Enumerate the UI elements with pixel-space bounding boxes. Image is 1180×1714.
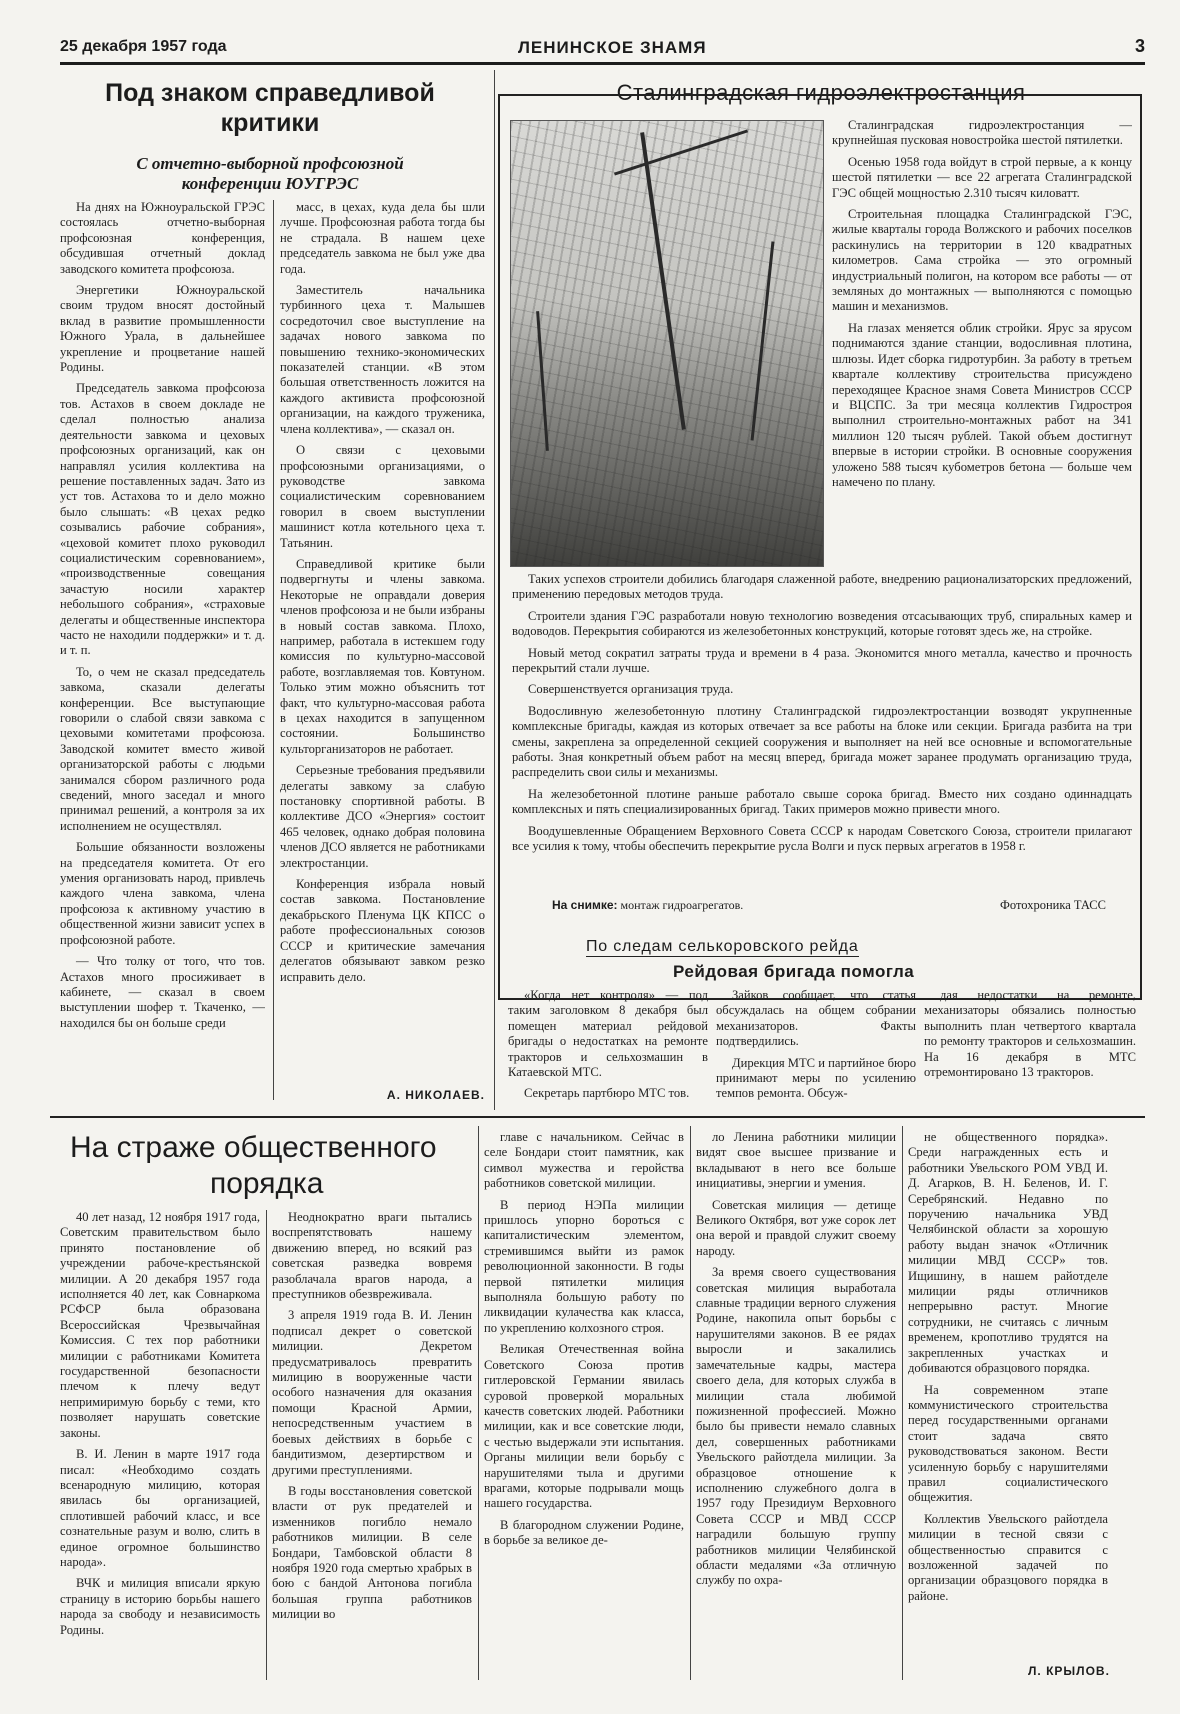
paragraph: Строители здания ГЭС разработали новую технологию возведения отсасывающих труб, спиральных камер и водоводов. Перекрытия собираются из железобетонных конструкций, которые готовят здесь же, на стройке. — [512, 608, 1132, 639]
paragraph: Серьезные требования предъявили делегаты завкому за слабую постановку спортивной работы. В коллективе ДСО «Энергия» состоит 465 человек, однако добрая половина членов ДСО является не работниками электростанции. — [280, 763, 485, 870]
paragraph: дая недостатки на ремонте, механизаторы обязались полностью выполнить план четвертого квартала по ремонту тракторов и сельхозмашин. На 16 декабря в МТС отремонтировано 13 тракторов. — [924, 988, 1136, 1080]
paragraph: 3 апреля 1919 года В. И. Ленин подписал декрет о советской милиции. Декретом предусматривалось превратить милицию в вооруженные части особого назначения для оказания помощи Красной Армии, непосредственным участием в боевых действиях в борьбе с бандитизмом, дезертирством и другими преступлениями. — [272, 1308, 472, 1477]
paragraph: — Что толку от того, что тов. Астахов много просиживает в кабинете, — сказал в своем выступлении шофер т. Ткаченко, — находился бы он больше среди — [60, 954, 265, 1030]
gres-right-text — [832, 118, 1132, 568]
critique-col2 — [280, 200, 485, 1080]
paragraph: В период НЭПа милиции пришлось упорно бороться с капиталистическим элементом, стремившимся выйти из рамок революционной законности. В годы первой пятилетки милиция выполняла большую работу по ликвидации кулачества как класса, по укреплению колхозного строя. — [484, 1197, 684, 1335]
paragraph: Совершенствуется организация труда. — [528, 682, 734, 697]
militia-col3 — [484, 1130, 684, 1685]
construction-photo — [510, 120, 824, 567]
militia-title-line1: На страже общественного — [70, 1131, 437, 1164]
paragraph: «Когда нет контроля» — под таким заголовком 8 декабря был помещен материал рейдовой бригады о недостатках на ремонте тракторов и сельхозмашин в Катаевской МТС. — [508, 988, 708, 1080]
paragraph: Сталинградская гидроэлектростанция — крупнейшая пусковая новостройка шестой пятилетки. — [832, 118, 1132, 148]
masthead — [60, 36, 1145, 65]
paragraph: Строительная площадка Сталинградской ГЭС, жилые кварталы города Волжского и рабочих поселков раскинулись на территории в 120 квадратных километров. Сама стройка — это огромный индустриальный полигон, на котором все работы — от земляных до монтажных — выполняются с помощью машин и механизмов. — [832, 207, 1132, 314]
crane-silhouette — [751, 241, 775, 440]
column-divider — [478, 1126, 479, 1680]
critique-subtitle-line2: конференции ЮУГРЭС — [181, 174, 359, 193]
paragraph: Председатель завкома профсоюза тов. Астахов в своем докладе не сделал полностью анализа деятельности завкома и цеховых профсоюзных организаций, как он направлял усилия коллектива на решение поставленных задач. Зато из уст тов. Астахова то и дело можно было слышать: «В цехах редко созывались рабочие собрания», «цеховой комитет плохо руководил социалистическим соревнованием», «производственные совещания зачастую носили характер небольшого собрания», «страховые делегаты и общественные инспектора часто не находили поддержки» и т. д. и т. п. — [60, 381, 265, 658]
paragraph: Осенью 1958 года войдут в строй первые, а к концу шестой пятилетки — все 22 агрегата Сталинградской ГЭС общей мощностью 2.310 тысяч киловатт. — [832, 154, 1132, 200]
militia-col2 — [272, 1210, 472, 1685]
paragraph: На железобетонной плотине раньше работало свыше сорока бригад. Вместо них создано одиннадцать комплексных и пять специализированных бригад. Таких примеров можно привести много. — [512, 786, 1132, 817]
paragraph: В годы восстановления советской власти от рук предателей и изменников погибло немало работников милиции. В селе Бондари, Тамбовской области 8 ноября 1920 года смертью храбрых в бою с бандой Антонова погибла большая группа работников милиции во — [272, 1483, 472, 1622]
paragraph: Неоднократно враги пытались воспрепятствовать нашему движению вперед, но всякий раз советская разведка вовремя разоблачала врагов народа, а преступников обезвреживала. — [272, 1210, 472, 1302]
paragraph: Коллектив Увельского райотдела милиции в тесной связи с общественностью справится с возложенной задачей по организации образцового порядка в районе. — [908, 1511, 1108, 1603]
paragraph: На глазах меняется облик стройки. Ярус за ярусом поднимаются здание станции, водосливная плотина, шлюзы. Идет сборка гидротурбин. За работу в третьем квартале коллективу строительства присуждено переходящее Красное знамя Совета Министров СССР и ВЦСПС. За три месяца коллектив Гидростроя выполнил строительно-монтажных работ на 341 миллион 120 тысяч рублей. Такой объем достигнут впервые в истории стройки. В основные сооружения уложено 588 тысяч кубометров бетона — больше чем намечено по плану. — [832, 320, 1132, 489]
critique-title-line1: Под знаком справедливой — [105, 79, 435, 107]
paragraph: Дирекция МТС и партийное бюро принимают меры по усилению темпов ремонта. Обсуж- — [716, 1055, 916, 1101]
issue-date: 25 декабря 1957 года — [60, 38, 227, 55]
photo-caption — [552, 898, 743, 913]
paragraph: Заместитель начальника турбинного цеха т. Малышев сосредоточил свое выступление на задачах нового завкома по повышению технико-экономических показателей станции. «В этом большая ответственность ложится на каждого активиста профсоюзной организации, на каждого труженика, члена коллектива», — сказал он. — [280, 283, 485, 436]
paragraph: Энергетики Южноуральской своим трудом вносят достойный вклад в развитие промышленности Южного Урала, в дальнейшее укрепление и процветание нашей Родины. — [60, 283, 265, 375]
critique-col1 — [60, 200, 265, 1110]
paragraph: ВЧК и милиция вписали яркую страницу в историю борьбы нашего народа за свободу и независимость Родины. — [60, 1576, 260, 1637]
paragraph: На днях на Южноуральской ГРЭС состоялась отчетно-выборная профсоюзная конференция, обсудившая отчетный доклад заводского комитета профсоюза. — [60, 200, 265, 276]
crane-silhouette — [640, 132, 686, 430]
caption-text: монтаж гидроагрегатов. — [620, 898, 744, 912]
page-number: 3 — [1134, 36, 1145, 56]
raid-kicker: По следам селькоровского рейда — [586, 938, 859, 955]
critique-subtitle — [50, 154, 490, 194]
paragraph: В благородном служении Родине, в борьбе за великое де- — [484, 1517, 684, 1548]
critique-article — [50, 70, 490, 1110]
paragraph: не общественного порядка». Среди награжденных есть и работники Увельского РОМ УВД И. Д. Агарков, В. Н. Беленов, И. Г. Серебрянский. Недавно по поручению начальника УВД Челябинской области за хорошую работу выдан значок «Отличник милиции МВД СССР» тов. Ищишину, в нашем райотделе милиции ряды отличников непрерывно растут. Многие сотрудники, не считаясь с личным временем, кропотливо трудятся на закрепленных участках и добиваются образцового порядка. — [908, 1130, 1108, 1376]
column-divider — [690, 1126, 691, 1680]
paragraph: Воодушевленные Обращением Верховного Совета СССР к народам Советского Союза, строители прилагают все усилия к тому, чтобы обеспечить перекрытие русла Волги и пуск первых агрегатов в 1958 г. — [512, 823, 1132, 854]
section-rule — [50, 1116, 1145, 1118]
paragraph: Справедливой критике были подвергнуты и члены завкома. Некоторые не оправдали доверия членов профсоюза и не были избраны в новый состав завкома. Плохо, например, работала в истекшем году комиссия по культурно-массовой работе, возглавляемая тов. Ковтуном. Только этим можно объяснить тот факт, что культурно-массовая работа в цехах находится в запущенном состоянии. Большинство культорганизаторов не работает. — [280, 556, 485, 756]
caption-label: На снимке: — [552, 898, 618, 912]
critique-title — [50, 78, 490, 138]
paragraph: На современном этапе коммунистического строительства перед государственными органами стоит задача свято руководствоваться законом. Вести усиленную борьбу с нарушителями правил социалистического общежития. — [908, 1382, 1108, 1505]
raid-title: Рейдовая бригада помогла — [673, 962, 915, 981]
paragraph: В. И. Ленин в марте 1917 года писал: «Необходимо создать всенародную милицию, которая явилась бы организацией, сплотившей рабочий класс, и все сознательные разум и волю, слить в единое огромное большинство народа». — [60, 1447, 260, 1569]
paragraph: главе с начальником. Сейчас в селе Бондари стоит памятник, как символ мужества и геройства работников советской милиции. — [484, 1130, 684, 1191]
paragraph: Таких успехов строители добились благодаря слаженной работе, внедрению рационализаторских предложений, применению передовых методов труда. — [512, 572, 1132, 602]
paragraph: Советская милиция — детище Великого Октября, вот уже сорок лет она верой и правдой служит своему народу. — [696, 1197, 896, 1258]
paragraph: Новый метод сократил затраты труда и времени в 4 раза. Экономится много металла, качество и прочность перекрытий стали лучше. — [512, 645, 1132, 676]
militia-col1 — [60, 1210, 260, 1685]
paragraph: ло Ленина работники милиции видят свое высшее призвание и вкладывают в него все больше инициативы, энергии и умения. — [696, 1130, 896, 1191]
newspaper-name: ЛЕНИНСКОЕ ЗНАМЯ — [518, 38, 707, 57]
gres-title: Сталинградская гидроэлектростанция — [616, 80, 1026, 105]
paragraph: масс, в цехах, куда дела бы шли лучше. Профсоюзная работа тогда бы не страдала. В нашем цехе председатель завкома не был уже два года. — [280, 200, 485, 276]
paragraph: Секретарь партбюро МТС тов. — [524, 1086, 690, 1101]
paragraph: Водосливную железобетонную плотину Сталинградской гидроэлектростанции возводят укрупненные комплексные бригады, каждая из которых отвечает за все работы на блоке или секции. Бригада разбита на три смены, закреплена за определенной секцией сооружения и выполняет на ней все основные и вспомогательные работы. Зная конкретный объем работ на месяц вперед, бригада может заранее продумать организацию труда, распределить свои силы и механизмы. — [512, 703, 1132, 780]
crane-silhouette — [614, 129, 748, 175]
militia-article — [50, 1120, 1145, 1700]
raid-article — [498, 934, 1144, 1112]
militia-title-line2: порядка — [210, 1167, 324, 1200]
militia-col4 — [696, 1130, 896, 1685]
paragraph: О связи с цеховыми профсоюзными организациями, о руководстве завкома социалистическим соревнованием говорил в своем выступлении машинист котла котельного цеха т. Татьянин. — [280, 443, 485, 550]
critique-title-line2: критики — [220, 109, 320, 137]
paragraph: Зайков сообщает, что статья обсуждалась на общем собрании механизаторов. Факты подтвердились. — [716, 988, 916, 1049]
section-divider — [494, 70, 495, 1110]
photo-credit: Фотохроника ТАСС — [1000, 898, 1106, 912]
gres-article — [498, 72, 1144, 922]
militia-title — [60, 1130, 480, 1202]
paragraph: 40 лет назад, 12 ноября 1917 года, Советским правительством было принято постановление об учреждении рабоче-крестьянской милиции. А 20 декабря 1957 года исполняется 40 лет, как Совнаркома РСФСР была образована Всероссийская Чрезвычайная Комиссия. С тех пор работники милиции с работниками Комитета государственной безопасности плечом к плечу ведут непримиримую борьбу с теми, кто позволяет нарушать советские законы. — [60, 1210, 260, 1440]
militia-author: Л. КРЫЛОВ. — [1028, 1664, 1110, 1678]
gres-bottom-text — [512, 572, 1132, 912]
column-divider — [902, 1126, 903, 1680]
raid-col3 — [924, 988, 1136, 1108]
column-divider — [273, 200, 274, 1100]
paragraph: Великая Отечественная война Советского Союза против гитлеровской Германии явилась суровой проверкой моральных качеств советских людей. Работники милиции, как и все советские люди, с честью выдержали эти испытания. Органы милиции вели борьбу с нарушителями тыла и другими врагами, которые подрывали мощь нашего государства. — [484, 1342, 684, 1511]
paragraph: То, о чем не сказал председатель завкома, сказали делегаты конференции. Все выступающие говорили о слабой связи завкома с цеховыми комитетами профсоюза. Заводской комитет вместо живой организаторской работы с людьми занимался сбором различного рода сведений, много заседал и много принимал решений, а контроля за их исполнением не осуществлял. — [60, 664, 265, 833]
critique-subtitle-line1: С отчетно-выборной профсоюзной — [136, 154, 404, 173]
militia-col5 — [908, 1130, 1108, 1660]
raid-col1 — [508, 988, 708, 1108]
raid-col2 — [716, 988, 916, 1108]
paragraph: Конференция избрала новый состав завкома. Постановление декабрьского Пленума ЦК КПСС о работе профессиональных союзов СССР и критические замечания делегатов обязывают завком резко исправить дело. — [280, 877, 485, 984]
column-divider — [266, 1210, 267, 1680]
crane-silhouette — [536, 311, 549, 451]
paragraph: За время своего существования советская милиция выработала славные традиции верного служения Родине, накопила опыт борьбы с нарушителями законов. В ее рядах выросли и закалились замечательные кадры, мастера своего дела, для которых служба в милиции стала любимой пожизненной профессией. Можно было бы привести немало славных дел, совершенных работниками Увельского райотдела милиции. За образцовое отношение к исполнению служебного долга в 1957 году Президиум Верховного Совета СССР и МВД СССР наградили большую группу работников милиции Челябинской области медалями «За отличную службу по охра- — [696, 1265, 896, 1588]
critique-author: А. НИКОЛАЕВ. — [386, 1088, 485, 1102]
paragraph: Большие обязанности возложены на председателя комитета. От его умения организовать народ, привлечь каждого члена завкома, члена профсоюза к активному участию в общественной жизни зависит успех в профсоюзной работе. — [60, 840, 265, 947]
